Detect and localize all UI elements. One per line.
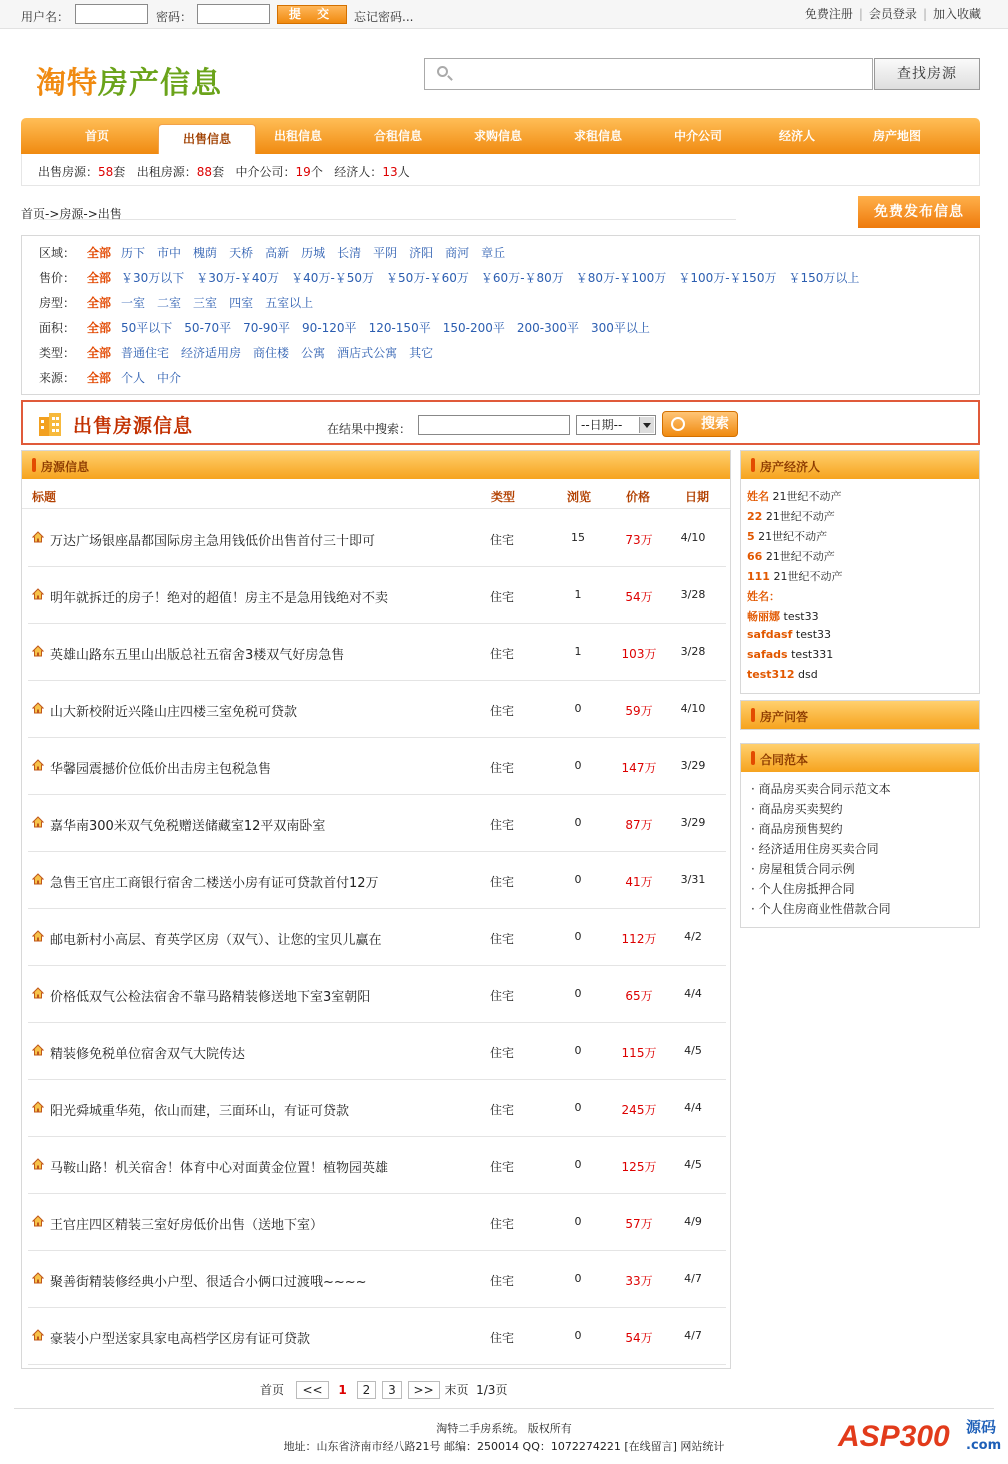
agent-item[interactable]	[747, 608, 819, 624]
listing-type: 住宅	[490, 647, 515, 661]
main-nav	[21, 118, 980, 154]
agent-name: 姓名	[747, 490, 769, 503]
agent-company: test331	[791, 648, 834, 661]
footer-copyright: 淘特二手房系统。 版权所有	[436, 1422, 572, 1435]
listing-views: 0	[574, 759, 582, 772]
filter-option[interactable]: ￥150万以上	[788, 271, 860, 285]
results-search-label: 在结果中搜索：	[327, 422, 412, 436]
listing-row	[28, 909, 726, 966]
stats-bar	[21, 154, 980, 186]
pagination	[260, 1381, 507, 1401]
listing-columns	[22, 479, 730, 509]
listing-date: 4/7	[684, 1329, 702, 1342]
agent-item[interactable]	[747, 628, 831, 641]
listing-date: 4/5	[684, 1158, 702, 1171]
filter-option[interactable]: ￥60万-￥80万	[480, 271, 564, 285]
house-icon	[32, 1215, 44, 1227]
broker-count-label: 经济人：	[334, 165, 383, 179]
sale-count-unit: 套	[113, 165, 126, 179]
qa-panel-header	[741, 701, 979, 729]
agent-item[interactable]	[747, 528, 827, 544]
listing-title-link[interactable]: 王官庄四区精装三室好房低价出售（送地下室）	[50, 1218, 324, 1233]
contract-link[interactable]: · 个人住房商业性借款合同	[751, 902, 891, 916]
house-icon	[32, 930, 44, 942]
listing-panel-title: 房源信息	[41, 460, 90, 474]
listing-title-link[interactable]: 马鞍山路！机关宿舍！体育中心对面黄金位置！植物园英雄	[50, 1161, 389, 1176]
filter-option[interactable]: 高新	[265, 246, 290, 260]
filter-row	[39, 319, 662, 337]
contract-link[interactable]: · 商品房买卖契约	[751, 802, 843, 816]
password-input[interactable]	[197, 4, 270, 24]
listing-row	[28, 1308, 726, 1365]
listing-price: 59万	[625, 704, 653, 718]
filter-label: 区域：	[39, 246, 76, 260]
qa-panel	[740, 700, 980, 730]
contract-title: 经济适用住房买卖合同	[758, 842, 879, 856]
house-icon	[32, 531, 44, 543]
search-input[interactable]	[424, 58, 873, 90]
listing-title-link[interactable]: 邮电新村小高层、育英学区房（双气）、让您的宝贝儿赢在	[50, 933, 382, 948]
house-icon	[32, 759, 44, 771]
listing-type: 住宅	[490, 533, 515, 547]
agent-item[interactable]	[747, 568, 842, 584]
filter-panel	[21, 235, 980, 395]
listing-row	[28, 1251, 726, 1308]
listing-title-link[interactable]: 明年就拆迁的房子！绝对的超值！房主不是急用钱绝对不卖	[50, 591, 389, 606]
listing-price: 115万	[621, 1046, 657, 1060]
listing-views: 0	[574, 1272, 582, 1285]
bullet-bar-icon	[751, 751, 755, 765]
filter-row	[39, 269, 871, 287]
page-first[interactable]: 首页	[260, 1383, 285, 1397]
agent-name: 姓名：	[747, 590, 780, 603]
listing-panel-header	[22, 451, 730, 479]
house-icon	[32, 1329, 44, 1341]
listing-views: 0	[574, 1101, 582, 1114]
filter-option[interactable]: 90-120平	[302, 321, 357, 335]
listing-type: 住宅	[490, 761, 515, 775]
listing-views: 0	[574, 930, 582, 943]
house-icon	[32, 873, 44, 885]
filter-option[interactable]: 市中	[157, 246, 182, 260]
listing-price: 65万	[625, 989, 653, 1003]
listing-title-link[interactable]: 价格低双气公检法宿舍不靠马路精装修送地下室3室朝阳	[50, 990, 371, 1005]
filter-option[interactable]: ￥30万以下	[121, 271, 185, 285]
listing-title-link[interactable]: 阳光舜城重华苑，依山而建，三面环山，有证可贷款	[50, 1104, 350, 1119]
listing-date: 4/5	[684, 1044, 702, 1057]
filter-option[interactable]: 天桥	[229, 246, 254, 260]
date-select[interactable]	[576, 415, 656, 435]
listing-row	[28, 852, 726, 909]
house-icon	[32, 1044, 44, 1056]
agent-company: test33	[795, 628, 832, 641]
filter-all-option[interactable]: 全部	[87, 371, 112, 385]
agent-company: 21世纪不动产	[765, 510, 835, 523]
search-icon	[437, 66, 448, 77]
contract-title: 个人住房商业性借款合同	[758, 902, 891, 916]
filter-option[interactable]: 三室	[193, 296, 218, 310]
watermark-subtext: 源码	[966, 1418, 997, 1436]
listing-price: 41万	[625, 875, 653, 889]
filter-option[interactable]: ￥80万-￥100万	[575, 271, 667, 285]
filter-option[interactable]: 济阳	[409, 246, 434, 260]
nav-item-want-rent[interactable]: 求租信息	[573, 129, 622, 143]
filter-option[interactable]: 其它	[409, 346, 434, 360]
agent-name: 5	[747, 530, 755, 543]
username-input[interactable]	[75, 4, 148, 24]
agent-company: dsd	[798, 668, 818, 681]
listing-price: 103万	[621, 647, 657, 661]
house-icon	[32, 645, 44, 657]
listing-views: 0	[574, 1215, 582, 1228]
filter-row	[39, 369, 193, 387]
nav-item-want-buy[interactable]: 求购信息	[473, 129, 522, 143]
listing-views: 0	[574, 1329, 582, 1342]
filter-label: 房型：	[39, 296, 76, 310]
results-title: 出售房源信息	[73, 415, 194, 437]
agent-company: 21世纪不动产	[773, 570, 843, 583]
listing-price: 33万	[625, 1274, 653, 1288]
contracts-panel	[740, 743, 980, 928]
agent-item[interactable]	[747, 648, 833, 661]
filter-option[interactable]: 槐荫	[193, 246, 218, 260]
agent-item[interactable]	[747, 548, 835, 564]
rent-count: 88	[196, 165, 213, 179]
filter-option[interactable]: ￥100万-￥150万	[678, 271, 777, 285]
watermark-domain: .com	[966, 1438, 1002, 1453]
filter-option[interactable]: 历城	[301, 246, 326, 260]
listing-type: 住宅	[490, 1046, 515, 1060]
chevron-down-icon	[639, 417, 654, 433]
find-house-button[interactable]: 查找房源	[874, 58, 980, 90]
username-label: 用户名：	[21, 10, 70, 24]
agent-company: test33	[783, 610, 819, 623]
filter-all-option[interactable]: 全部	[87, 271, 112, 285]
contract-title: 商品房买卖契约	[758, 802, 843, 816]
submit-button[interactable]: 提 交	[277, 5, 347, 24]
filter-option[interactable]: ￥30万-￥40万	[196, 271, 280, 285]
page-last[interactable]: 末页	[444, 1383, 469, 1397]
listing-row	[28, 510, 726, 567]
listing-price: 73万	[625, 533, 653, 547]
filter-row	[39, 344, 445, 362]
listing-views: 0	[574, 1158, 582, 1171]
filter-option[interactable]: 商住楼	[253, 346, 290, 360]
listing-type: 住宅	[490, 1274, 515, 1288]
listing-price: 87万	[625, 818, 653, 832]
footer-address: 地址：山东省济南市经八路21号 邮编：250014 QQ：1072274221 [在线留言] 网站统计	[283, 1440, 725, 1453]
agents-panel	[740, 450, 980, 694]
agent-item[interactable]	[747, 668, 818, 681]
listing-type: 住宅	[490, 932, 515, 946]
contract-link[interactable]: · 房屋租赁合同示例	[751, 862, 855, 876]
footer-divider	[14, 1408, 994, 1409]
contract-link[interactable]: · 商品房买卖合同示范文本	[751, 782, 891, 796]
filter-label: 售价：	[39, 271, 76, 285]
column-views: 浏览	[567, 490, 592, 504]
listing-row	[28, 681, 726, 738]
bullet-bar-icon	[751, 458, 755, 472]
broker-count: 13	[382, 165, 398, 179]
listing-type: 住宅	[490, 590, 515, 604]
filter-option[interactable]: 50平以下	[121, 321, 173, 335]
filter-row	[39, 294, 325, 312]
listing-row	[28, 1023, 726, 1080]
filter-row	[39, 244, 517, 262]
listing-price: 57万	[625, 1217, 653, 1231]
filter-option[interactable]: 150-200平	[442, 321, 505, 335]
filter-option[interactable]: 个人	[121, 371, 146, 385]
listing-views: 0	[574, 873, 582, 886]
sale-count-label: 出售房源：	[38, 165, 99, 179]
listing-title-link[interactable]: 万达广场银座晶都国际房主急用钱低价出售首付三十即可	[50, 534, 376, 549]
filter-option[interactable]: 200-300平	[516, 321, 579, 335]
listing-date: 3/29	[680, 759, 706, 772]
login-bar	[0, 0, 1008, 29]
nav-item-shared-rent[interactable]: 合租信息	[373, 129, 422, 143]
nav-item-rent[interactable]: 出租信息	[273, 129, 322, 143]
filter-label: 来源：	[39, 371, 76, 385]
listing-type: 住宅	[490, 704, 515, 718]
listing-price: 245万	[621, 1103, 657, 1117]
listing-price: 112万	[621, 932, 657, 946]
listing-views: 1	[574, 645, 582, 658]
filter-option[interactable]: 历下	[121, 246, 146, 260]
contract-link[interactable]: · 商品房预售契约	[751, 822, 843, 836]
nav-item-sale[interactable]: 出售信息	[158, 124, 256, 154]
listing-row	[28, 738, 726, 795]
logo-text-part1: 淘特	[36, 66, 98, 101]
listing-price: 54万	[625, 590, 653, 604]
listing-date: 3/28	[680, 645, 706, 658]
bullet-bar-icon	[751, 708, 755, 722]
listing-date: 3/29	[680, 816, 706, 829]
listing-row	[28, 624, 726, 681]
listing-row	[28, 795, 726, 852]
listing-price: 147万	[621, 761, 657, 775]
house-icon	[32, 702, 44, 714]
nav-item-brokers[interactable]: 经济人	[778, 129, 815, 143]
listing-date: 4/7	[684, 1272, 702, 1285]
filter-option[interactable]: 章丘	[481, 246, 506, 260]
rent-count-label: 出租房源：	[136, 165, 197, 179]
listing-views: 15	[571, 531, 585, 544]
agent-item[interactable]	[747, 588, 780, 604]
filter-option[interactable]: ￥50万-￥60万	[386, 271, 469, 285]
results-search-input[interactable]	[418, 415, 570, 435]
agents-panel-header	[741, 451, 979, 479]
listing-views: 0	[574, 1044, 582, 1057]
filter-label: 面积：	[39, 321, 76, 335]
nav-item-home[interactable]: 首页	[84, 129, 109, 143]
listing-title-link[interactable]: 急售王官庄工商银行宿舍二楼送小房有证可贷款首付12万	[50, 876, 379, 891]
listing-views: 0	[574, 816, 582, 829]
contract-link[interactable]: · 个人住房抵押合同	[751, 882, 855, 896]
agent-name: safads	[747, 648, 788, 661]
listing-panel	[21, 450, 731, 1369]
listing-type: 住宅	[490, 1217, 515, 1231]
listing-title-link[interactable]: 聚善街精装修经典小户型、很适合小俩口过渡哦~~~~	[50, 1275, 367, 1290]
listing-price: 125万	[621, 1160, 657, 1174]
nav-item-agencies[interactable]: 中介公司	[673, 129, 722, 143]
register-link[interactable]: 免费注册	[804, 7, 853, 21]
filter-option[interactable]: 二室	[157, 296, 182, 310]
filter-option[interactable]: 平阴	[373, 246, 398, 260]
contract-title: 商品房预售契约	[758, 822, 843, 836]
house-icon	[32, 1272, 44, 1284]
listing-row	[28, 1137, 726, 1194]
forgot-password-link[interactable]: 忘记密码...	[354, 10, 414, 24]
listing-type: 住宅	[490, 989, 515, 1003]
listing-row	[28, 567, 726, 624]
house-icon	[32, 588, 44, 600]
house-icon	[32, 987, 44, 999]
results-search-button[interactable]: 搜索	[662, 411, 738, 437]
listing-title-link[interactable]: 豪装小户型送家具家电高档学区房有证可贷款	[50, 1332, 311, 1347]
agent-name: 111	[747, 570, 770, 583]
column-date: 日期	[685, 490, 710, 504]
watermark-text: ASP300	[838, 1420, 950, 1453]
filter-option[interactable]: 120-150平	[368, 321, 431, 335]
filter-option[interactable]: 普通住宅	[121, 346, 170, 360]
broker-count-unit: 人	[397, 165, 410, 179]
filter-label: 类型：	[39, 346, 76, 360]
agent-company: 21世纪不动产	[772, 490, 842, 503]
house-icon	[32, 1101, 44, 1113]
password-label: 密码：	[156, 10, 193, 24]
agent-name: 22	[747, 510, 763, 523]
qa-panel-title[interactable]: 房产问答	[760, 710, 809, 724]
listing-date: 4/4	[684, 1101, 702, 1114]
sale-count: 58	[98, 165, 114, 179]
agency-count-label: 中介公司：	[235, 165, 296, 179]
column-title: 标题	[32, 490, 57, 504]
column-type: 类型	[491, 490, 516, 504]
listing-views: 0	[574, 987, 582, 1000]
listing-title-link[interactable]: 精装修免税单位宿舍双气大院传达	[50, 1047, 246, 1062]
logo-text-part2: 房产信息	[98, 66, 222, 101]
filter-option[interactable]: 酒店式公寓	[337, 346, 398, 360]
column-price: 价格	[626, 490, 651, 504]
house-icon	[32, 816, 44, 828]
building-icon	[37, 411, 63, 437]
date-select-value: --日期--	[581, 418, 623, 432]
filter-all-option[interactable]: 全部	[87, 296, 112, 310]
page-info: 1/3页	[476, 1383, 508, 1397]
agent-item[interactable]	[747, 508, 835, 524]
member-login-link[interactable]: 会员登录	[868, 7, 917, 21]
page-3[interactable]: 3	[382, 1381, 402, 1399]
filter-all-option[interactable]: 全部	[87, 346, 112, 360]
listing-type: 住宅	[490, 1103, 515, 1117]
filter-all-option[interactable]: 全部	[87, 321, 112, 335]
filter-option[interactable]: 经济适用房	[181, 346, 242, 360]
listing-date: 4/9	[684, 1215, 702, 1228]
filter-option[interactable]: 一室	[121, 296, 146, 310]
listing-type: 住宅	[490, 1160, 515, 1174]
publish-button[interactable]: 免费发布信息	[858, 196, 980, 228]
listing-row	[28, 966, 726, 1023]
bullet-bar-icon	[32, 458, 36, 472]
filter-option[interactable]: 公寓	[301, 346, 326, 360]
listing-date: 4/10	[680, 702, 706, 715]
results-search-bar	[21, 400, 980, 445]
filter-option[interactable]: 商河	[445, 246, 470, 260]
house-icon	[32, 1158, 44, 1170]
agent-name: test312	[747, 668, 795, 681]
filter-option[interactable]: ￥40万-￥50万	[291, 271, 375, 285]
filter-all-option[interactable]: 全部	[87, 246, 112, 260]
filter-option[interactable]: 50-70平	[184, 321, 232, 335]
listing-title-link[interactable]: 华馨园震撼价位低价出击房主包税急售	[50, 762, 272, 777]
top-links: 免费注册 | 会员登录 | 加入收藏	[804, 7, 981, 21]
listing-date: 3/28	[680, 588, 706, 601]
contract-title: 房屋租赁合同示例	[758, 862, 855, 876]
filter-option[interactable]: 70-90平	[243, 321, 291, 335]
nav-item-map[interactable]: 房产地图	[872, 129, 921, 143]
filter-option[interactable]: 300平以上	[590, 321, 650, 335]
page-prev[interactable]: <<	[296, 1381, 328, 1399]
listing-price: 54万	[625, 1331, 653, 1345]
agency-count-unit: 个	[310, 165, 323, 179]
filter-option[interactable]: 长清	[337, 246, 362, 260]
filter-option[interactable]: 中介	[157, 371, 182, 385]
listing-row	[28, 1194, 726, 1251]
listing-title-link[interactable]: 山大新校附近兴隆山庄四楼三室免税可贷款	[50, 705, 298, 720]
contract-link[interactable]: · 经济适用住房买卖合同	[751, 842, 879, 856]
listing-type: 住宅	[490, 818, 515, 832]
agent-company: 21世纪不动产	[765, 550, 835, 563]
page-current: 1	[338, 1383, 347, 1397]
agent-name: safdasf	[747, 628, 793, 641]
agent-item[interactable]	[747, 488, 842, 504]
listing-row	[28, 1080, 726, 1137]
agent-company: 21世纪不动产	[758, 530, 828, 543]
site-logo[interactable]	[36, 58, 222, 102]
listing-type: 住宅	[490, 875, 515, 889]
add-favorite-link[interactable]: 加入收藏	[932, 7, 981, 21]
page-2[interactable]: 2	[357, 1381, 377, 1399]
contract-title: 商品房买卖合同示范文本	[758, 782, 891, 796]
watermark-logo	[838, 1412, 1002, 1462]
agents-panel-title: 房产经济人	[760, 460, 821, 474]
listing-type: 住宅	[490, 1331, 515, 1345]
listing-title-link[interactable]: 英雄山路东五里山出版总社五宿舍3楼双气好房急售	[50, 648, 345, 663]
listing-views: 1	[574, 588, 582, 601]
listing-date: 4/4	[684, 987, 702, 1000]
breadcrumb: 首页->房源->出售	[21, 207, 122, 221]
filter-option[interactable]: 五室以上	[265, 296, 314, 310]
agent-name: 66	[747, 550, 763, 563]
filter-option[interactable]: 四室	[229, 296, 254, 310]
listing-date: 4/10	[680, 531, 706, 544]
contracts-panel-title: 合同范本	[760, 753, 809, 767]
contract-title: 个人住房抵押合同	[758, 882, 855, 896]
page-next[interactable]: >>	[408, 1381, 440, 1399]
agent-name: 畅丽娜	[747, 610, 780, 623]
listing-date: 4/2	[684, 930, 702, 943]
listing-date: 3/31	[680, 873, 706, 886]
rent-count-unit: 套	[212, 165, 225, 179]
agency-count: 19	[295, 165, 311, 179]
contracts-panel-header	[741, 744, 979, 772]
listing-title-link[interactable]: 嘉华南300米双气免税赠送储藏室12平双南卧室	[50, 819, 326, 834]
listing-views: 0	[574, 702, 582, 715]
